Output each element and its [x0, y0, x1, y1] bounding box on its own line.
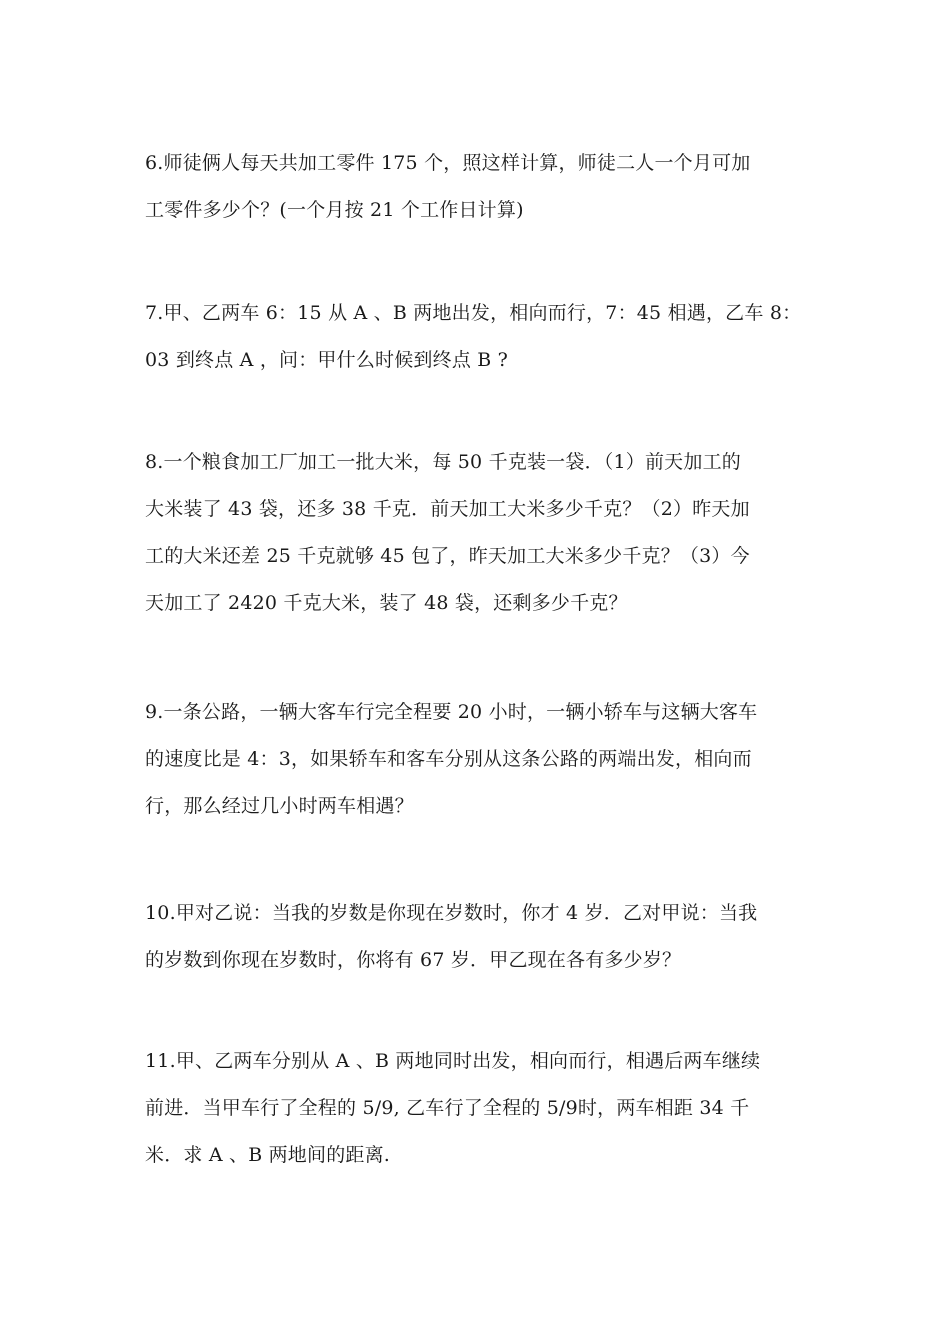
- problem-text-line: 10.甲对乙说：当我的岁数是你现在岁数时，你才 4 岁．乙对甲说：当我: [145, 902, 758, 924]
- problem-text-line: 的岁数到你现在岁数时，你将有 67 岁．甲乙现在各有多少岁？: [145, 949, 682, 971]
- problem-10: [145, 890, 825, 984]
- problem-text-line: 工的大米还差 25 千克就够 45 包了，昨天加工大米多少千克？（3）今: [145, 545, 750, 567]
- problem-8: [145, 439, 825, 627]
- problem-text-line: 行，那么经过几小时两车相遇？: [145, 795, 414, 817]
- problem-text-line: 前进．当甲车行了全程的 5/9, 乙车行了全程的 5/9时，两车相距 34 千: [145, 1097, 750, 1119]
- problem-text-line: 的速度比是 4：3，如果轿车和客车分别从这条公路的两端出发，相向而: [145, 748, 752, 770]
- problem-text-line: 03 到终点 A ，问：甲什么时候到终点 B ?: [145, 349, 509, 371]
- problem-text-line: 6.师徒俩人每天共加工零件 175 个，照这样计算，师徒二人一个月可加: [145, 152, 751, 174]
- problem-text-line: 米．求 A 、B 两地间的距离.: [145, 1144, 391, 1166]
- problem-text-line: 7.甲、乙两车 6：15 从 A 、B 两地出发，相向而行，7：45 相遇，乙车 8：: [145, 302, 802, 324]
- problem-text-line: 工零件多少个？(一个月按 21 个工作日计算): [145, 199, 524, 221]
- problem-text-line: 天加工了 2420 千克大米，装了 48 袋，还剩多少千克？: [145, 592, 628, 614]
- problem-text-line: 8.一个粮食加工厂加工一批大米，每 50 千克装一袋．（1）前天加工的: [145, 451, 741, 473]
- problem-11: [145, 1038, 825, 1179]
- problem-6: [145, 140, 825, 234]
- problem-text-line: 11.甲、乙两车分别从 A 、B 两地同时出发，相向而行，相遇后两车继续: [145, 1050, 761, 1072]
- problem-text-line: 9.一条公路，一辆大客车行完全程要 20 小时，一辆小轿车与这辆大客车: [145, 701, 758, 723]
- problem-7: [145, 290, 825, 384]
- problem-text-line: 大米装了 43 袋，还多 38 千克．前天加工大米多少千克？（2）昨天加: [145, 498, 750, 520]
- problem-9: [145, 689, 825, 830]
